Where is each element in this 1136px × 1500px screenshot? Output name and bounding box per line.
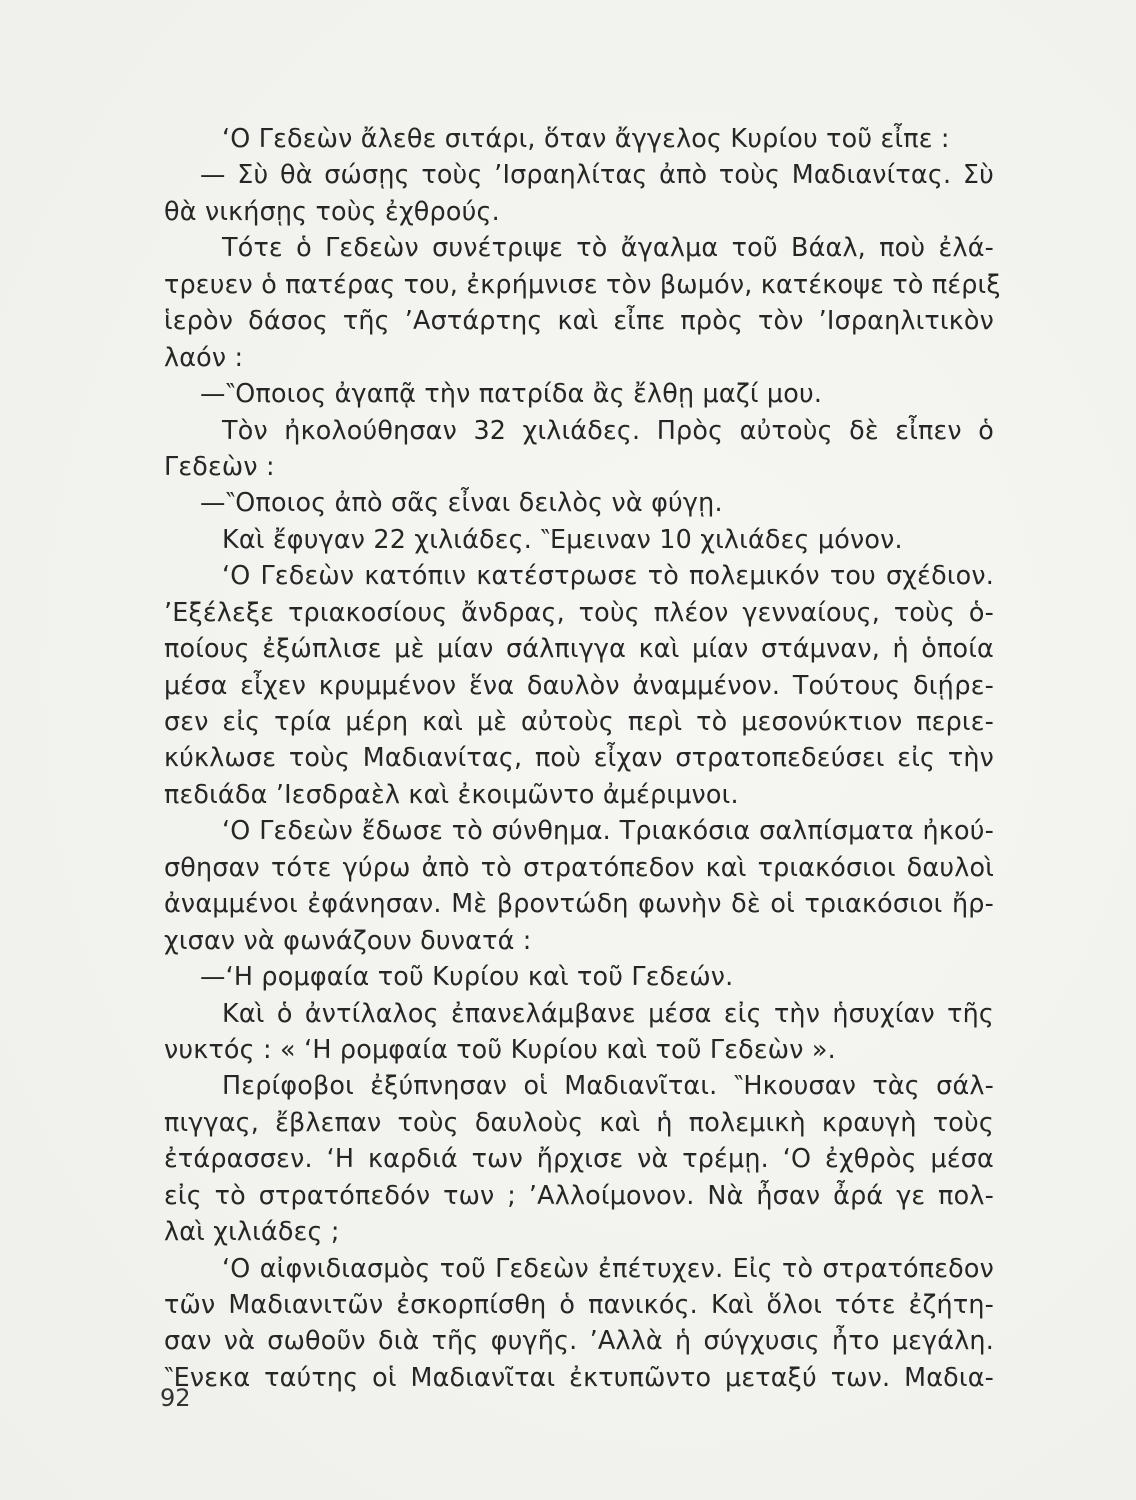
text-line: Τὸν ἠκολούθησαν 32 χιλιάδες. Πρὸς αὐτοὺς δὲ εἶπεν ὁ — [222, 414, 994, 445]
text-line: θὰ νικήσῃς τοὺς ἐχθρούς. — [164, 195, 500, 226]
text-line: ‘Ο αἰφνιδιασμὸς τοῦ Γεδεὼν ἐπέτυχεν. Εἰς τὸ στρατόπεδον — [222, 1252, 994, 1283]
text-line: Περίφοβοι ἐξύπνησαν οἱ Μαδιανῖται. ‶Ηκουσαν τὰς σάλ- — [222, 1070, 994, 1101]
text-line: ‘Ο Γεδεὼν κατόπιν κατέστρωσε τὸ πολεμικόν του σχέδιον. — [222, 560, 994, 591]
text-line: ‶Ενεκα ταύτης οἱ Μαδιανῖται ἐκτυπῶντο μεταξύ των. Μαδια- — [164, 1361, 994, 1392]
text-line: —‶Οποιος ἀπὸ σᾶς εἶναι δειλὸς νὰ φύγῃ. — [200, 487, 723, 518]
text-line: πεδιάδα ’Ιεσδραὲλ καὶ ἐκοιμῶντο ἀμέριμνοι. — [164, 778, 739, 809]
text-line: εἰς τὸ στρατόπεδόν των ; ’Αλλοίμονον. Νὰ ἦσαν ἆρά γε πολ- — [164, 1179, 994, 1210]
text-line: χισαν νὰ φωνάζουν δυνατά : — [164, 924, 532, 955]
text-line: Καὶ ὁ ἀντίλαλος ἐπανελάμβανε μέσα εἰς τὴν ἡσυχίαν τῆς — [222, 997, 994, 1028]
text-line: λαὶ χιλιάδες ; — [164, 1216, 340, 1247]
text-line: τρευεν ὁ πατέρας του, ἐκρήμνισε τὸν βωμόν, κατέκοψε τὸ πέριξ — [164, 268, 1001, 299]
body-text — [164, 120, 1001, 1395]
text-line: Τότε ὁ Γεδεὼν συνέτριψε τὸ ἄγαλμα τοῦ Βάαλ, ποὺ ἐλά- — [222, 232, 994, 263]
text-line: σαν νὰ σωθοῦν διὰ τῆς φυγῆς. ’Αλλὰ ἡ σύγχυσις ἦτο μεγάλη. — [164, 1325, 994, 1356]
text-line: ἀναμμένοι ἐφάνησαν. Μὲ βροντώδη φωνὴν δὲ οἱ τριακόσιοι ἤρ- — [164, 888, 994, 919]
text-line: ποίους ἐξώπλισε μὲ μίαν σάλπιγγα καὶ μίαν στάμναν, ἡ ὁποία — [164, 633, 994, 664]
text-line: ‘Ο Γεδεὼν ἔδωσε τὸ σύνθημα. Τριακόσια σαλπίσματα ἠκού- — [222, 815, 994, 846]
text-line: σεν εἰς τρία μέρη καὶ μὲ αὐτοὺς περὶ τὸ μεσονύκτιον περιε- — [164, 706, 994, 736]
text-line: ’Εξέλεξε τριακοσίους ἄνδρας, τοὺς πλέον γενναίους, τοὺς ὁ- — [164, 596, 994, 627]
text-line: μέσα εἶχεν κρυμμένον ἕνα δαυλὸν ἀναμμένον. Τούτους διῄρε- — [164, 669, 994, 700]
page-number: 92 — [160, 1384, 191, 1412]
text-line: ἐτάρασσεν. ‘Η καρδιά των ἤρχισε νὰ τρέμῃ. ‘Ο ἐχθρὸς μέσα — [164, 1143, 994, 1174]
text-line: —‘Η ρομφαία τοῦ Κυρίου καὶ τοῦ Γεδεών. — [200, 961, 734, 992]
text-line: πιγγας, ἔβλεπαν τοὺς δαυλοὺς καὶ ἡ πολεμικὴ κραυγὴ τοὺς — [164, 1106, 994, 1137]
text-line: τῶν Μαδιανιτῶν ἐσκορπίσθη ὁ πανικός. Καὶ ὅλοι τότε ἐζήτη- — [164, 1289, 994, 1319]
text-line: Γεδεὼν : — [164, 450, 275, 481]
text-line: —‶Οποιος ἀγαπᾷ τὴν πατρίδα ἂς ἔλθῃ μαζί μου. — [200, 378, 823, 409]
text-line: σθησαν τότε γύρω ἀπὸ τὸ στρατόπεδον καὶ τριακόσιοι δαυλοὶ — [164, 851, 994, 882]
text-line: νυκτός : « ‘Η ρομφαία τοῦ Κυρίου καὶ τοῦ Γεδεὼν ». — [164, 1033, 836, 1064]
text-line: — Σὺ θὰ σώσῃς τοὺς ’Ισραηλίτας ἀπὸ τοὺς Μαδιανίτας. Σὺ — [200, 159, 994, 190]
text-line: ‘Ο Γεδεὼν ἄλεθε σιτάρι, ὅταν ἄγγελος Κυρίου τοῦ εἶπε : — [222, 123, 950, 153]
text-line: λαόν : — [164, 341, 244, 372]
text-line: ἱερὸν δάσος τῆς ’Αστάρτης καὶ εἶπε πρὸς τὸν ’Ισραηλιτικὸν — [164, 305, 994, 336]
text-line: Καὶ ἔφυγαν 22 χιλιάδες. ‶Εμειναν 10 χιλιάδες μόνον. — [222, 523, 903, 554]
text-line: κύκλωσε τοὺς Μαδιανίτας, ποὺ εἶχαν στρατοπεδεύσει εἰς τὴν — [164, 742, 994, 773]
